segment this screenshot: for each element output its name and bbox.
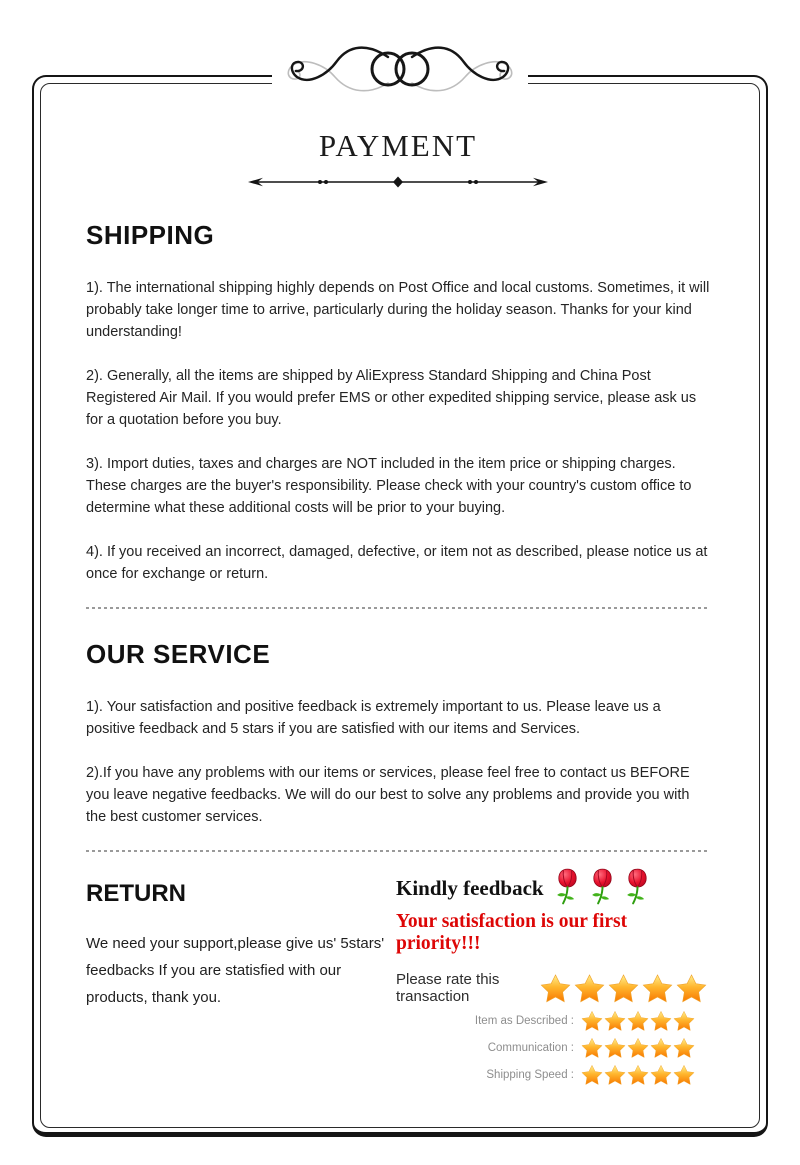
gold-star-icon xyxy=(581,1010,603,1032)
page-title: PAYMENT xyxy=(318,128,478,163)
section-divider xyxy=(86,607,710,609)
gold-star-icon xyxy=(627,1064,649,1086)
shipping-paragraph: 4). If you received an incorrect, damaged, defective, or item not as described, please notice us at once for exchange or return. xyxy=(86,544,708,582)
rating-stars xyxy=(581,1037,696,1059)
return-text: We need your support,please give us' 5stars' feedbacks If you are statisfied with our products, thank you. xyxy=(86,935,385,1006)
gold-star-icon xyxy=(581,1037,603,1059)
title-divider-icon xyxy=(248,174,548,190)
rose-icon xyxy=(554,868,581,905)
rating-stars xyxy=(581,1010,696,1032)
return-section xyxy=(86,868,388,1086)
gold-star-icon xyxy=(650,1064,672,1086)
rating-stars xyxy=(581,1064,696,1086)
rating-row xyxy=(396,1037,710,1059)
flourish-ornament-icon xyxy=(272,30,528,110)
rating-row xyxy=(396,1010,710,1032)
service-heading: OUR SERVICE xyxy=(86,639,271,669)
gold-star-icon xyxy=(627,1010,649,1032)
gold-star-icon xyxy=(673,1010,695,1032)
shipping-section xyxy=(86,220,710,585)
rating-row-label: Communication : xyxy=(487,1042,574,1054)
feedback-section xyxy=(388,868,710,1086)
rating-row-label: Item as Described : xyxy=(474,1015,574,1027)
shipping-paragraph: 1). The international shipping highly depends on Post Office and local customs. Sometimes, it will probably take longer time to arrive, particularly during the holiday season. Thanks for your kind understanding! xyxy=(86,280,710,340)
kindly-feedback-row xyxy=(396,868,710,905)
kindly-feedback-label: Kindly feedback xyxy=(396,876,544,900)
gold-star-icon xyxy=(673,1064,695,1086)
service-section xyxy=(86,639,710,828)
gold-star-icon xyxy=(627,1037,649,1059)
gold-star-icon xyxy=(650,1037,672,1059)
priority-text: Your satisfaction is our first priority!!! xyxy=(396,911,628,954)
gold-star-icon xyxy=(676,973,707,1004)
rose-icon xyxy=(624,868,651,905)
rate-transaction-label: Please rate this transaction xyxy=(396,971,500,1005)
gold-star-icon xyxy=(604,1010,626,1032)
gold-star-icon xyxy=(581,1064,603,1086)
rating-grid xyxy=(396,1010,710,1086)
gold-star-icon xyxy=(608,973,639,1004)
shipping-paragraph: 2). Generally, all the items are shipped by AliExpress Standard Shipping and China Post Registered Air Mail. If you would prefer EMS or other expedited shipping service, please ask us for a quotation before you buy. xyxy=(86,368,697,428)
gold-star-icon xyxy=(604,1064,626,1086)
shipping-heading: SHIPPING xyxy=(86,220,215,250)
section-divider xyxy=(86,850,710,852)
service-paragraph: 1). Your satisfaction and positive feedback is extremely important to us. Please leave us a positive feedback and 5 stars if you are satisfied with our items and Services. xyxy=(86,699,661,737)
content xyxy=(86,128,710,1086)
return-heading: RETURN xyxy=(86,880,186,907)
gold-star-icon xyxy=(642,973,673,1004)
bottom-row xyxy=(86,868,710,1086)
rose-icon xyxy=(589,868,616,905)
rose-icons xyxy=(554,868,651,905)
gold-star-icon xyxy=(650,1010,672,1032)
gold-star-icon xyxy=(540,973,571,1004)
rating-row xyxy=(396,1064,710,1086)
rating-stars xyxy=(540,973,710,1004)
service-paragraph: 2).If you have any problems with our items or services, please feel free to contact us BEFORE you leave negative feedbacks. We will do our best to solve any problems and provide you with the best customer services. xyxy=(86,765,690,825)
gold-star-icon xyxy=(574,973,605,1004)
rating-row-label: Shipping Speed : xyxy=(486,1069,574,1081)
shipping-paragraph: 3). Import duties, taxes and charges are NOT included in the item price or shipping charges. These charges are the buyer's responsibility. Please check with your country's custom office to determine what these additional costs will be prior to your buying. xyxy=(86,456,692,516)
gold-star-icon xyxy=(604,1037,626,1059)
rate-transaction-row xyxy=(396,971,710,1005)
gold-star-icon xyxy=(673,1037,695,1059)
